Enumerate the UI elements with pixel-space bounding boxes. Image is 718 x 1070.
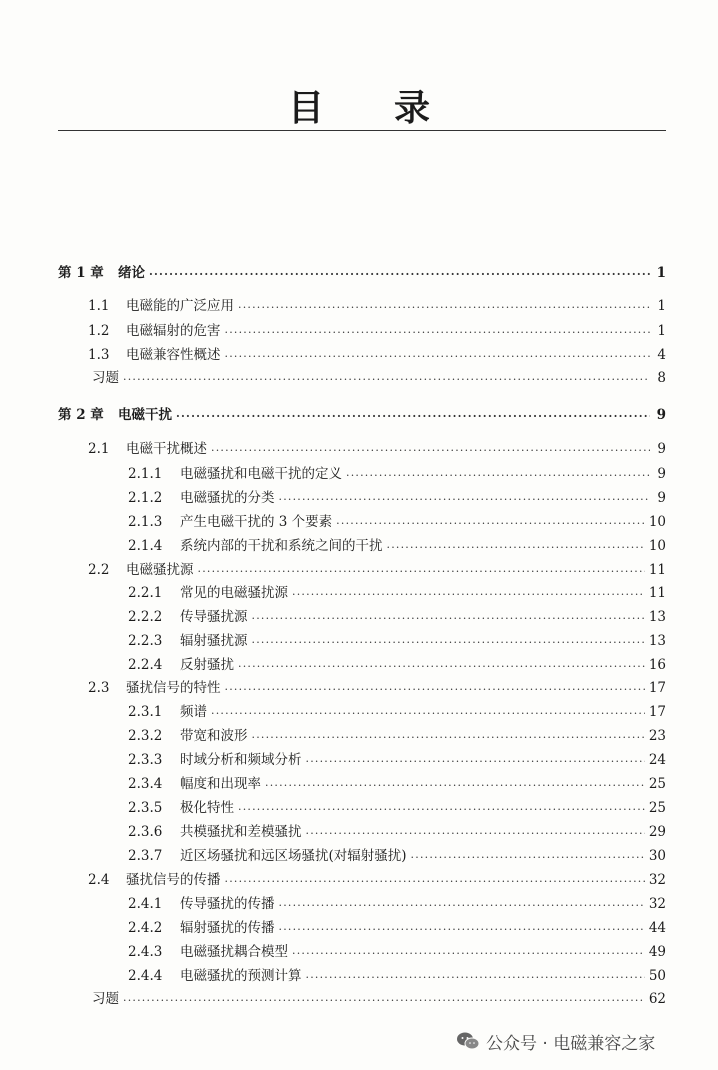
toc-label: 电磁骚扰和电磁干扰的定义 xyxy=(180,466,342,482)
toc-number: 2.2.2 xyxy=(128,609,163,625)
toc-leader-dots xyxy=(123,990,645,1008)
toc-label: 带宽和波形 xyxy=(180,728,248,744)
watermark-text: 公众号 · 电磁兼容之家 xyxy=(486,1033,656,1054)
toc-entry[interactable] xyxy=(128,919,666,937)
toc-page-number: 9 xyxy=(657,490,666,506)
toc-leader-dots xyxy=(411,847,645,865)
toc-entry[interactable] xyxy=(128,656,666,674)
toc-number: 2.4.3 xyxy=(128,944,163,960)
toc-page-number: 10 xyxy=(648,514,666,530)
toc-page-number: 32 xyxy=(648,896,666,912)
toc-page-number: 11 xyxy=(648,562,666,578)
toc-page-number: 25 xyxy=(648,776,666,792)
toc-number: 2.3.2 xyxy=(128,728,163,744)
toc-chapter[interactable] xyxy=(58,264,666,282)
toc-entry[interactable] xyxy=(128,967,666,985)
toc-number: 2.3.7 xyxy=(128,848,163,864)
toc-number: 第 2 章 xyxy=(58,407,104,423)
toc-page-number: 9 xyxy=(657,466,666,482)
toc-page-number: 1 xyxy=(656,265,666,281)
toc-number: 2.3.1 xyxy=(128,704,163,720)
toc-number: 2.3 xyxy=(88,680,110,696)
toc-leader-dots xyxy=(387,537,645,555)
toc-leader-dots xyxy=(225,871,645,889)
toc-page-number: 1 xyxy=(657,298,666,314)
toc-leader-dots xyxy=(336,513,645,531)
toc-label: 电磁骚扰耦合模型 xyxy=(180,944,288,960)
toc-label: 绪论 xyxy=(118,265,145,281)
watermark xyxy=(456,1028,655,1054)
toc-leader-dots xyxy=(225,346,651,364)
toc-label: 共模骚扰和差模骚扰 xyxy=(180,824,302,840)
toc-entry[interactable] xyxy=(128,799,666,817)
toc-page-number: 62 xyxy=(648,991,666,1007)
toc-number: 2.3.3 xyxy=(128,752,163,768)
toc-leader-dots xyxy=(306,967,645,985)
toc-label: 辐射骚扰源 xyxy=(180,633,248,649)
toc-number: 2.3.5 xyxy=(128,800,163,816)
toc-leader-dots xyxy=(176,406,650,424)
toc-entry[interactable] xyxy=(88,440,666,458)
toc-entry[interactable] xyxy=(88,322,666,340)
toc-label: 电磁干扰概述 xyxy=(126,441,207,457)
toc-page-number: 30 xyxy=(648,848,666,864)
toc-page-number: 4 xyxy=(657,347,666,363)
toc-number: 2.3.4 xyxy=(128,776,163,792)
toc-leader-dots xyxy=(292,584,645,602)
toc-entry[interactable] xyxy=(128,513,666,531)
toc-label: 电磁骚扰的预测计算 xyxy=(180,968,302,984)
toc-leader-dots xyxy=(238,656,645,674)
toc-entry[interactable] xyxy=(128,895,666,913)
toc-label: 习题 xyxy=(92,991,119,1007)
toc-page-number: 32 xyxy=(648,872,666,888)
toc-page-number: 17 xyxy=(648,680,666,696)
toc-leader-dots xyxy=(198,561,645,579)
toc-number: 1.2 xyxy=(88,323,110,339)
toc-page-number: 1 xyxy=(657,323,666,339)
toc-entry[interactable] xyxy=(128,584,666,602)
toc-leader-dots xyxy=(211,440,650,458)
toc-number: 2.4.1 xyxy=(128,896,163,912)
toc-page-number: 13 xyxy=(648,609,666,625)
toc-page-number: 9 xyxy=(656,407,666,423)
toc-number: 第 1 章 xyxy=(58,265,104,281)
toc-exercises[interactable] xyxy=(92,369,666,387)
toc-label: 幅度和出现率 xyxy=(180,776,261,792)
toc-label: 辐射骚扰的传播 xyxy=(180,920,275,936)
page-title xyxy=(0,80,718,131)
toc-label: 极化特性 xyxy=(180,800,234,816)
toc-leader-dots xyxy=(238,297,650,315)
toc-label: 近区场骚扰和远区场骚扰(对辐射骚扰) xyxy=(180,848,407,864)
toc-page-number: 49 xyxy=(648,944,666,960)
toc-leader-dots xyxy=(346,465,650,483)
toc-entry[interactable] xyxy=(128,537,666,555)
toc-leader-dots xyxy=(279,895,645,913)
toc-entry[interactable] xyxy=(128,751,666,769)
toc-label: 电磁兼容性概述 xyxy=(126,347,221,363)
toc-entry[interactable] xyxy=(128,703,666,721)
toc-leader-dots xyxy=(306,751,645,769)
toc-leader-dots xyxy=(225,322,651,340)
toc-number: 1.3 xyxy=(88,347,110,363)
toc-label: 产生电磁干扰的 3 个要素 xyxy=(180,514,333,530)
toc-leader-dots xyxy=(265,775,645,793)
toc-label: 电磁干扰 xyxy=(118,407,172,423)
toc-label: 常见的电磁骚扰源 xyxy=(180,585,288,601)
toc-label: 频谱 xyxy=(180,704,207,720)
toc-entry[interactable] xyxy=(128,632,666,650)
toc-page-number: 50 xyxy=(648,968,666,984)
title-char-2: 录 xyxy=(394,87,431,129)
toc-label: 传导骚扰的传播 xyxy=(180,896,275,912)
toc-page-number: 10 xyxy=(648,538,666,554)
toc-label: 电磁骚扰的分类 xyxy=(180,490,275,506)
toc-label: 电磁辐射的危害 xyxy=(126,323,221,339)
toc-label: 系统内部的干扰和系统之间的干扰 xyxy=(180,538,383,554)
title-rule xyxy=(58,130,666,131)
toc-leader-dots xyxy=(252,727,645,745)
toc-entry[interactable] xyxy=(128,823,666,841)
toc-label: 时域分析和频域分析 xyxy=(180,752,302,768)
toc-number: 2.2.4 xyxy=(128,657,163,673)
toc-entry[interactable] xyxy=(128,847,666,865)
toc-number: 2.1.4 xyxy=(128,538,163,554)
toc-exercises[interactable] xyxy=(92,990,666,1008)
toc-page-number: 44 xyxy=(648,920,666,936)
toc-leader-dots xyxy=(292,943,645,961)
toc-number: 2.1.2 xyxy=(128,490,163,506)
toc-number: 2.1.3 xyxy=(128,514,163,530)
toc-label: 习题 xyxy=(92,370,119,386)
toc-entry[interactable] xyxy=(128,727,666,745)
toc-number: 2.2.1 xyxy=(128,585,163,601)
toc-leader-dots xyxy=(279,919,645,937)
toc-number: 2.1.1 xyxy=(128,466,163,482)
toc-chapter[interactable] xyxy=(58,406,666,424)
toc-entry[interactable] xyxy=(128,608,666,626)
toc-page-number: 8 xyxy=(657,370,666,386)
toc-number: 2.1 xyxy=(88,441,110,457)
toc-number: 1.1 xyxy=(88,298,110,314)
toc-entry[interactable] xyxy=(88,346,666,364)
toc-entry[interactable] xyxy=(128,465,666,483)
toc-leader-dots xyxy=(252,632,645,650)
toc-label: 骚扰信号的传播 xyxy=(126,872,221,888)
toc-page-number: 13 xyxy=(648,633,666,649)
toc-leader-dots xyxy=(238,799,645,817)
toc-number: 2.4 xyxy=(88,872,110,888)
toc-leader-dots xyxy=(279,489,651,507)
toc-page-number: 17 xyxy=(648,704,666,720)
toc-page-number: 11 xyxy=(648,585,666,601)
toc-leader-dots xyxy=(225,679,645,697)
toc-page-number: 24 xyxy=(648,752,666,768)
toc-entry[interactable] xyxy=(88,679,666,697)
toc-leader-dots xyxy=(123,369,650,387)
toc-label: 电磁骚扰源 xyxy=(126,562,194,578)
toc-leader-dots xyxy=(211,703,645,721)
toc-number: 2.4.4 xyxy=(128,968,163,984)
toc-number: 2.4.2 xyxy=(128,920,163,936)
toc-entry[interactable] xyxy=(88,871,666,889)
toc-entry[interactable] xyxy=(128,943,666,961)
title-char-1: 目 xyxy=(287,87,324,129)
toc-label: 骚扰信号的特性 xyxy=(126,680,221,696)
toc-label: 反射骚扰 xyxy=(180,657,234,673)
toc-page-number: 29 xyxy=(648,824,666,840)
toc-leader-dots xyxy=(252,608,645,626)
toc-number: 2.3.6 xyxy=(128,824,163,840)
toc-number: 2.2 xyxy=(88,562,110,578)
toc-entry[interactable] xyxy=(128,489,666,507)
toc-entry[interactable] xyxy=(88,561,666,579)
toc-page-number: 25 xyxy=(648,800,666,816)
toc-leader-dots xyxy=(149,264,650,282)
wechat-icon xyxy=(456,1031,480,1051)
toc-leader-dots xyxy=(306,823,645,841)
toc-page-number: 9 xyxy=(657,441,666,457)
toc-page-number: 23 xyxy=(648,728,666,744)
toc-entry[interactable] xyxy=(88,297,666,315)
toc-label: 电磁能的广泛应用 xyxy=(126,298,234,314)
toc-page-number: 16 xyxy=(648,657,666,673)
toc-entry[interactable] xyxy=(128,775,666,793)
toc-number: 2.2.3 xyxy=(128,633,163,649)
toc-label: 传导骚扰源 xyxy=(180,609,248,625)
